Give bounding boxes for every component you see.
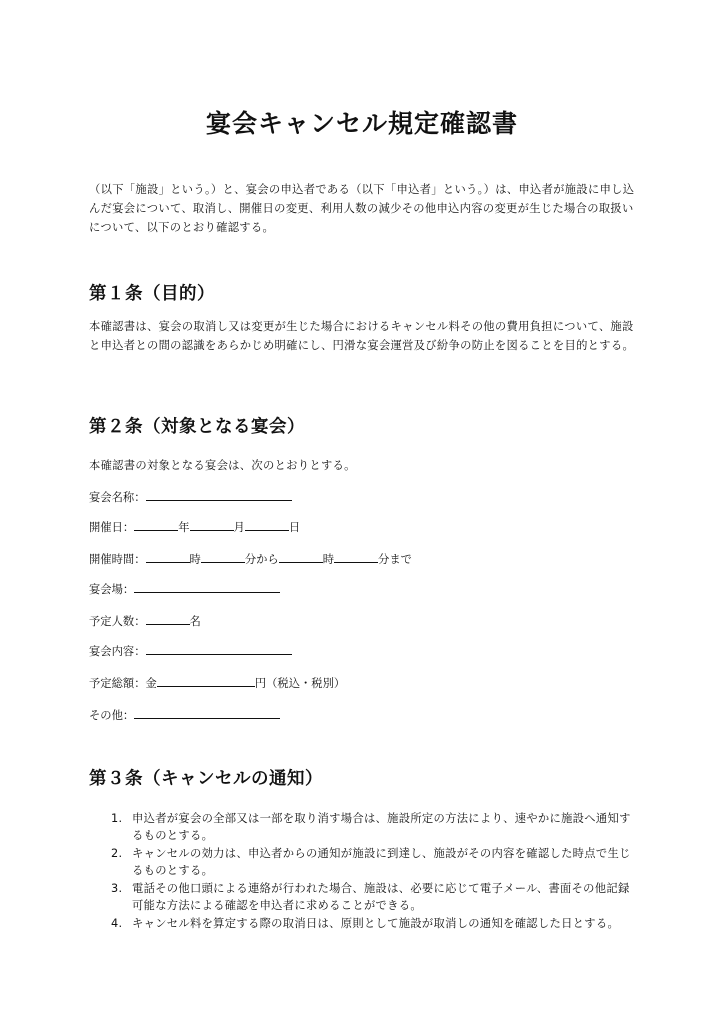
article-3-heading: 第３条（キャンセルの通知）	[89, 769, 323, 789]
total-blank[interactable]	[157, 674, 255, 687]
day-blank[interactable]	[245, 518, 289, 531]
start-hour-blank[interactable]	[146, 550, 190, 563]
list-text: 電話その他口頭による連絡が行われた場合、施設は、必要に応じて電子メール、書面その他記録可能な方法による確認を申込者に求めることができる。	[132, 882, 630, 912]
list-item	[89, 810, 641, 844]
field-label: 宴会内容：	[89, 645, 146, 658]
list-number: 4.	[111, 917, 123, 930]
list-item	[89, 845, 641, 879]
article-2-heading: 第２条（対象となる宴会）	[89, 417, 305, 437]
list-item	[89, 880, 641, 914]
field-time	[89, 550, 412, 568]
list-number: 3.	[111, 882, 123, 895]
notice-list	[89, 810, 641, 933]
end-hour-blank[interactable]	[279, 550, 323, 563]
field-label: 予定総額：金	[89, 677, 157, 690]
field-label: 予定人数：	[89, 615, 146, 628]
field-label: その他：	[89, 709, 135, 722]
intro-paragraph: （以下「施設」という。）と、宴会の申込者である（以下「申込者」という。）は、申込者が施設に申し込んだ宴会について、取消し、開催日の変更、利用人数の減少その他申込内容の変更が生じた場合の取扱いについて、以下のとおり確認する。	[89, 183, 635, 234]
list-text: キャンセルの効力は、申込者からの通知が施設に到達し、施設がその内容を確認した時点で生じるものとする。	[132, 847, 631, 877]
end-hour-unit: 時	[322, 553, 335, 566]
list-item	[89, 915, 641, 932]
year-blank[interactable]	[134, 518, 178, 531]
total-suffix: 円（税込・税別）	[254, 677, 346, 690]
list-text: キャンセル料を算定する際の取消日は、原則として施設が取消しの通知を確認した日とする。	[132, 917, 620, 930]
month-blank[interactable]	[190, 518, 234, 531]
end-minute-unit: 分まで	[378, 553, 412, 566]
guests-unit: 名	[189, 615, 201, 628]
day-unit: 日	[288, 521, 301, 534]
document-title: 宴会キャンセル規定確認書	[205, 109, 518, 138]
event-name-blank[interactable]	[146, 488, 292, 501]
list-number: 2.	[111, 847, 123, 860]
article-2-body: 本確認書の対象となる宴会は、次のとおりとする。	[89, 459, 356, 472]
content-blank[interactable]	[146, 642, 292, 655]
field-venue	[89, 580, 280, 598]
year-unit: 年	[178, 521, 190, 534]
field-total	[89, 674, 345, 692]
field-label: 開催時間：	[89, 553, 146, 566]
field-label: 宴会場：	[89, 583, 135, 596]
article-1-heading: 第１条（目的）	[89, 284, 215, 304]
field-guests	[89, 612, 201, 630]
article-1-body: 本確認書は、宴会の取消し又は変更が生じた場合におけるキャンセル料その他の費用負担について、施設と申込者との間の認識をあらかじめ明確にし、円滑な宴会運営及び紛争の防止を図ることを目的とする。	[89, 320, 635, 352]
start-hour-unit: 時	[189, 553, 201, 566]
field-date	[89, 518, 300, 536]
field-other	[89, 706, 280, 724]
month-unit: 月	[233, 521, 245, 534]
list-number: 1.	[111, 812, 123, 825]
start-minute-blank[interactable]	[201, 550, 245, 563]
field-content	[89, 642, 292, 660]
venue-blank[interactable]	[134, 580, 280, 593]
field-label: 開催日：	[89, 521, 135, 534]
field-event-name	[89, 488, 292, 506]
other-blank[interactable]	[134, 706, 280, 719]
end-minute-blank[interactable]	[334, 550, 378, 563]
guests-blank[interactable]	[146, 612, 190, 625]
start-minute-unit: 分から	[244, 553, 279, 566]
field-label: 宴会名称：	[89, 491, 146, 504]
list-text: 申込者が宴会の全部又は一部を取り消す場合は、施設所定の方法により、速やかに施設へ通知するものとする。	[132, 812, 631, 842]
